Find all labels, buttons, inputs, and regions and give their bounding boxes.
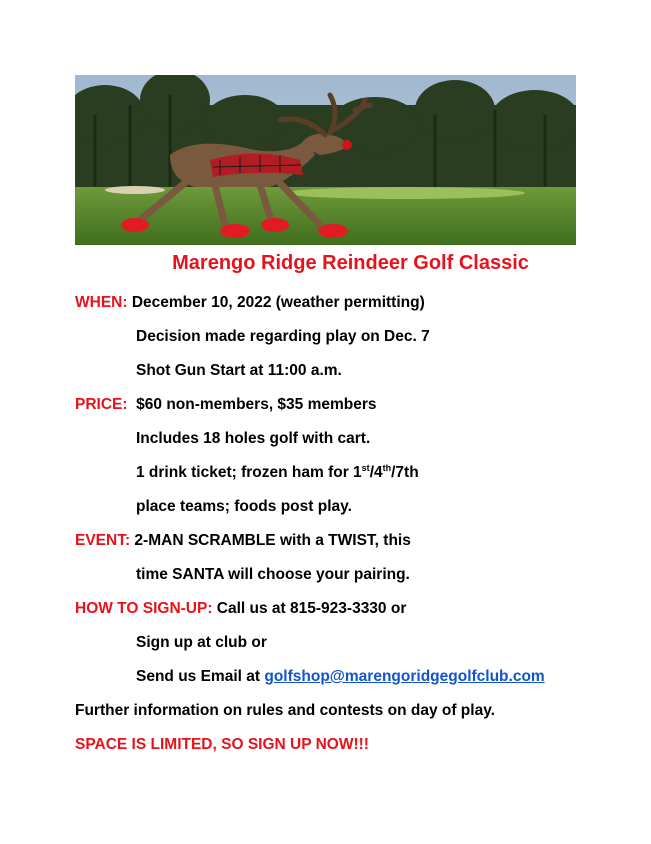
page-title: Marengo Ridge Reindeer Golf Classic (172, 252, 529, 274)
signup-text: Call us at 815-923-3330 or (212, 600, 407, 617)
price-teams-line: place teams; foods post play. (136, 498, 352, 515)
price-text: $60 non-members, $35 members (127, 396, 377, 413)
signup-email-prefix: Send us Email at (136, 668, 265, 685)
when-line (75, 294, 425, 312)
price-drink-line (136, 464, 419, 482)
price-drink-text: 1 drink ticket; frozen ham for 1 (136, 464, 362, 481)
reindeer-golf-banner-image (75, 75, 576, 245)
email-link[interactable]: golfshop@marengoridgegolfclub.com (264, 668, 545, 685)
event-label: EVENT: (75, 532, 131, 549)
price-line (75, 396, 377, 414)
when-decision-line: Decision made regarding play on Dec. 7 (136, 328, 430, 345)
sup-th: th (382, 462, 392, 473)
event-text: 2-MAN SCRAMBLE with a TWIST, this (130, 532, 411, 549)
price-includes-line: Includes 18 holes golf with cart. (136, 430, 371, 447)
when-start-line: Shot Gun Start at 11:00 a.m. (136, 362, 342, 379)
price-drink-text-3: /7th (391, 464, 419, 481)
further-info-line: Further information on rules and contests on day of play. (75, 702, 495, 719)
when-label: WHEN: (75, 294, 128, 311)
signup-line (75, 600, 406, 618)
signup-email-line (136, 668, 545, 686)
when-text: December 10, 2022 (weather permitting) (127, 294, 425, 311)
event-santa-line: time SANTA will choose your pairing. (136, 566, 410, 583)
signup-label: HOW TO SIGN-UP: (75, 600, 213, 617)
space-limited-line: SPACE IS LIMITED, SO SIGN UP NOW!!! (75, 736, 369, 753)
sup-st: st (361, 462, 370, 473)
signup-club-line: Sign up at club or (136, 634, 267, 651)
event-line (75, 532, 411, 550)
price-drink-text-2: /4 (369, 464, 383, 481)
price-label: PRICE: (75, 396, 128, 413)
